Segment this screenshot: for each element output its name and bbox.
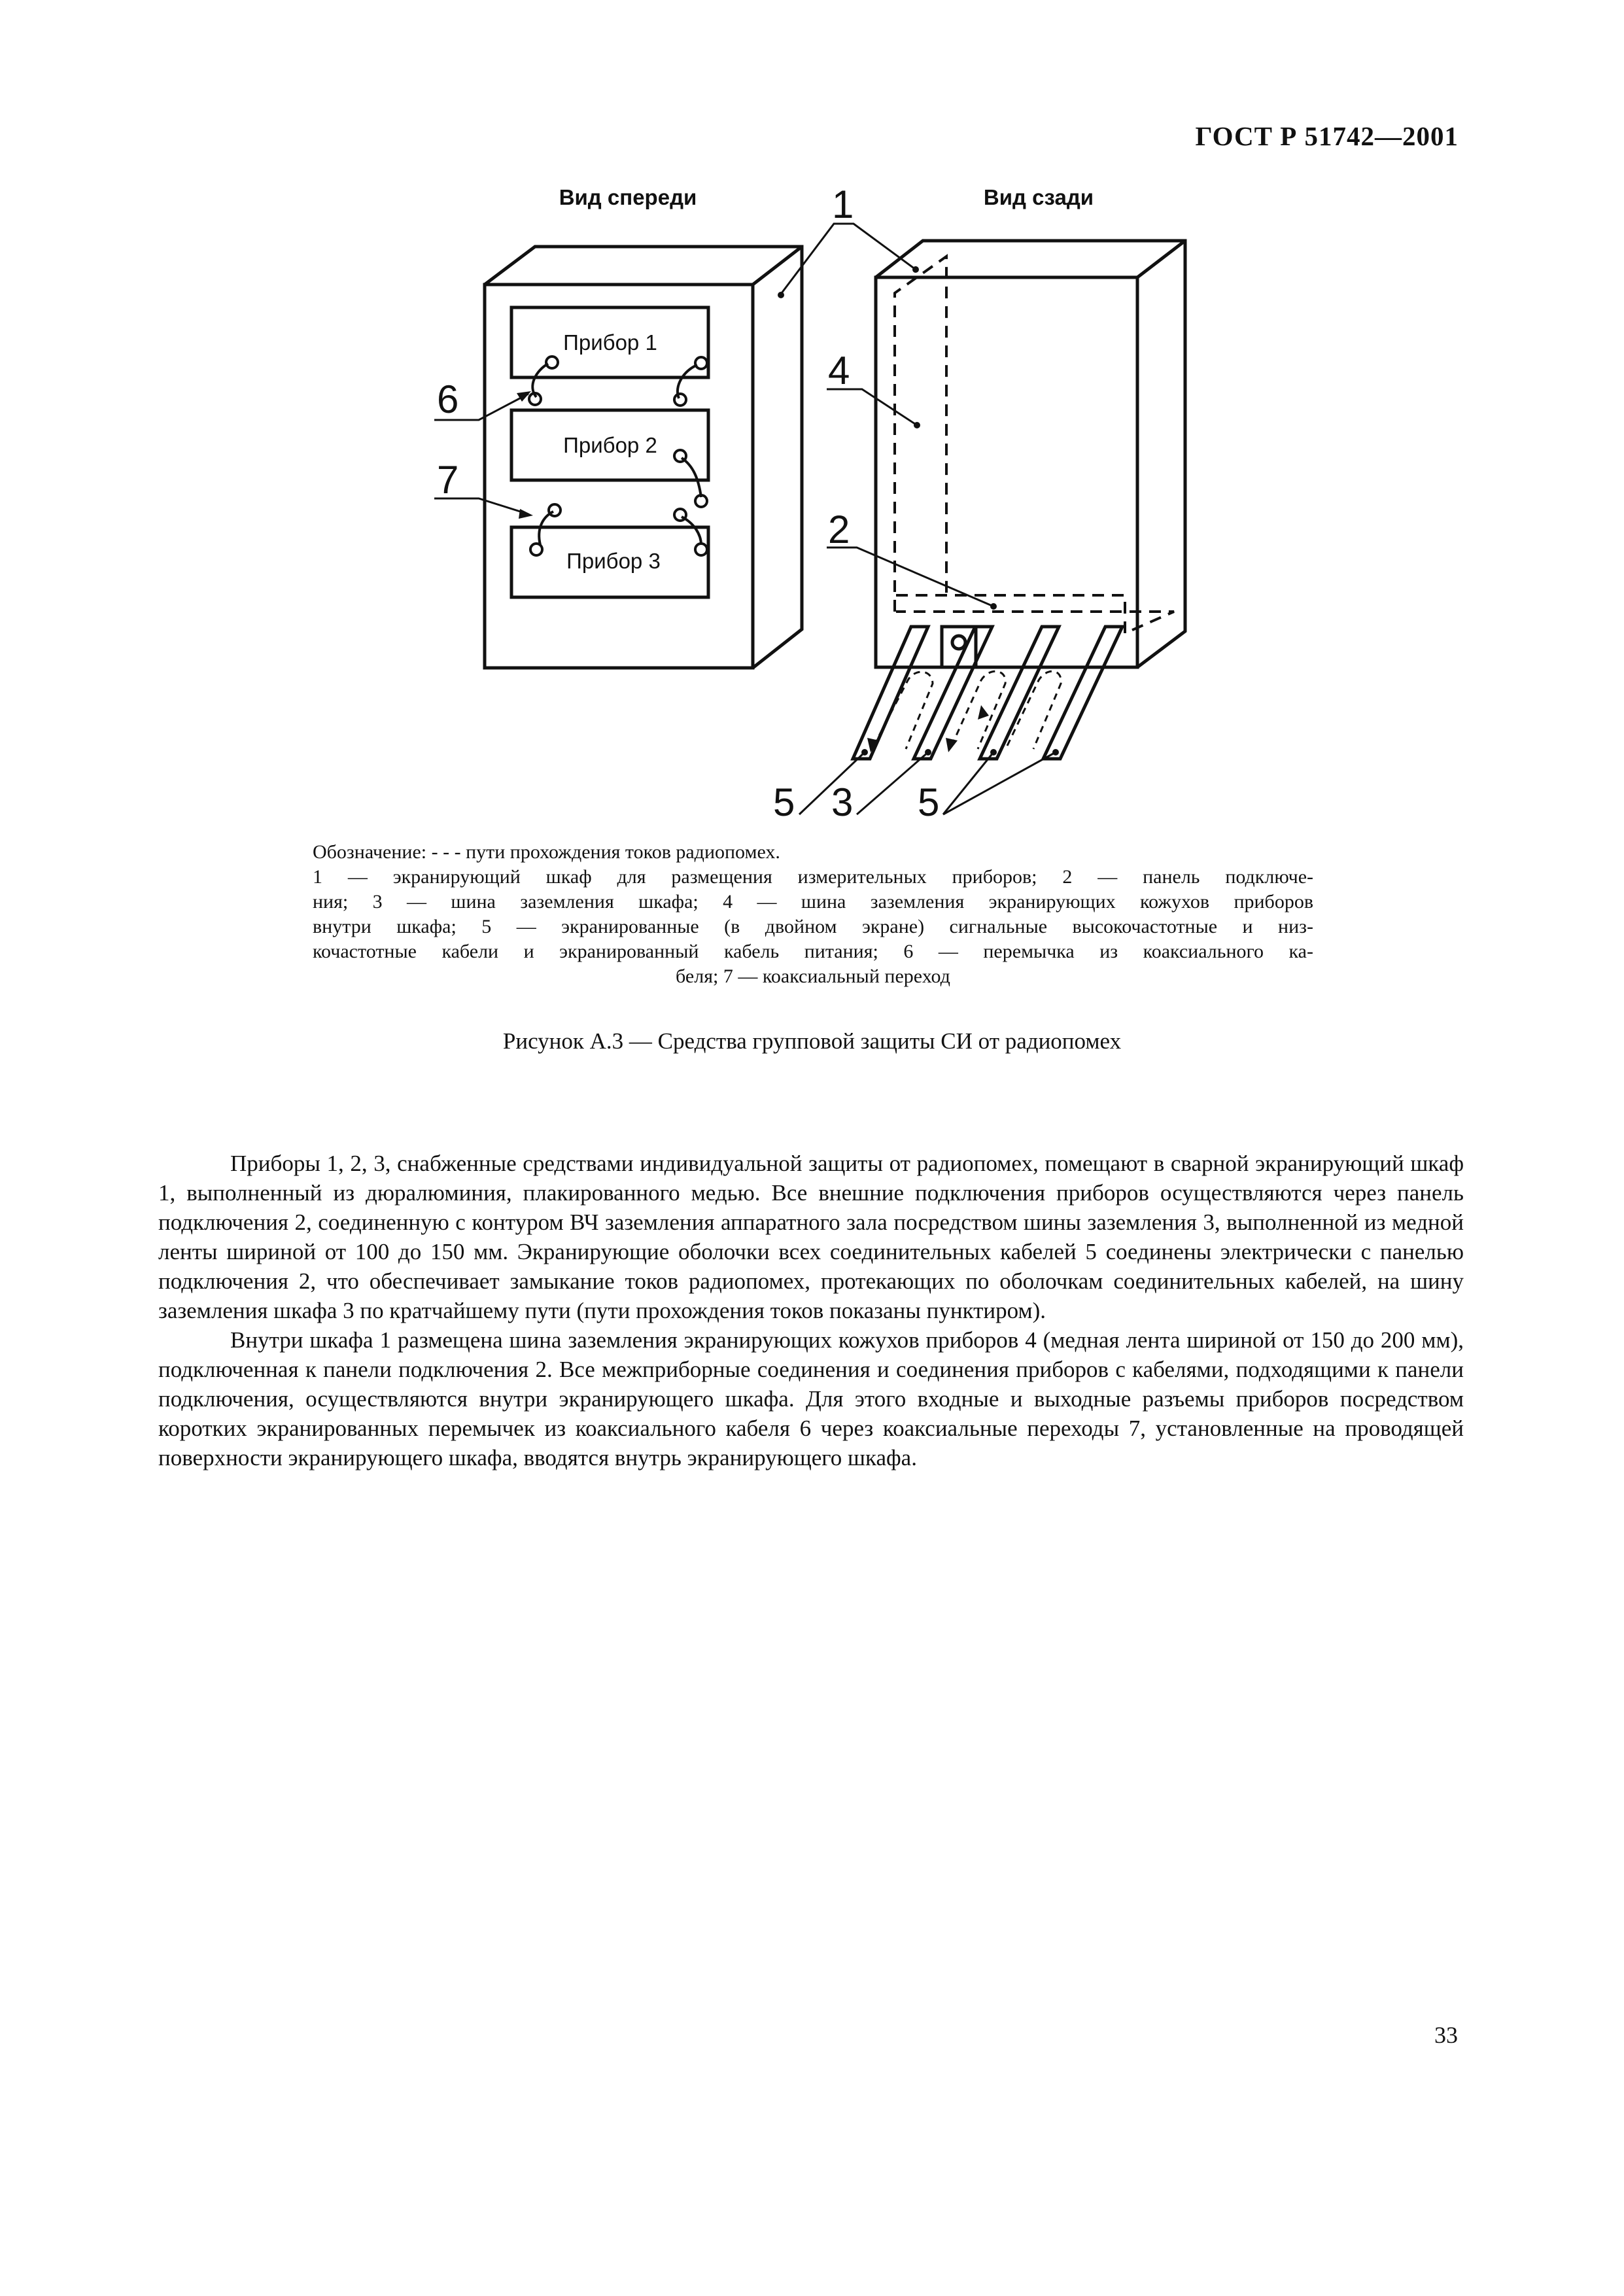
legend-line: Обозначение: - - - пути прохождения токов радиопомех. — [313, 841, 780, 863]
paragraph: Приборы 1, 2, 3, снабженные средствами индивидуальной защиты от радиопомех, помещают в сварной экранирующий шкаф 1, выполненный из дюралюминия, плакированного медью. Все внешние подключения приборов осуществляются через панель подключения 2, соединенную с контуром ВЧ заземления аппаратного зала посредством шины заземления 3, выполненной из медной ленты шириной от 100 до 150 мм. Экранирующие оболочки всех соединительных кабелей 5 соединены электрически с панелью подключения 2, что обеспечивает замыкание токов радиопомех, протекающих по оболочкам соединительных кабелей, на шину заземления шкафа 3 по кратчайшему пути (пути прохождения токов показаны пунктиром). — [158, 1151, 1464, 1323]
back-cabinet — [876, 241, 1185, 667]
callout-3: 3 — [831, 780, 854, 824]
shielded-cables — [853, 627, 1122, 759]
callout-1: 1 — [832, 183, 854, 226]
paragraph: Внутри шкафа 1 размещена шина заземления экранирующих кожухов приборов 4 (медная лента шириной от 150 до 200 мм), подключенная к панели подключения 2. Все межприборные соединения и соединения приборов с кабелями, подходящими к панели подключения, осуществляются внутри экранирующего шкафа. Для этого входные и выходные разъемы приборов посредством коротких экранированных перемычек из коаксиального кабеля 6 через коаксиальные переходы 7, установленные на проводящей поверхности экранирующего шкафа, вводятся внутрь экранирующего шкафа. — [158, 1327, 1464, 1470]
figure-legend — [313, 840, 1313, 989]
front-cabinet — [485, 247, 802, 668]
figure-shielding-cabinet — [0, 0, 1624, 863]
callout-5-left: 5 — [773, 780, 795, 824]
body-text — [158, 1149, 1464, 1472]
legend-line: 1 — экранирующий шкаф для размещения измерительных приборов; 2 — панель подключе- — [313, 866, 1313, 888]
back-dashed-bus — [895, 256, 1174, 633]
legend-line: внутри шкафа; 5 — экранированные (в двойном экране) сигнальные высокочастотные и низ- — [313, 916, 1313, 937]
front-view-title: Вид спереди — [559, 185, 697, 209]
callout-6: 6 — [437, 377, 459, 421]
legend-line: ния; 3 — шина заземления шкафа; 4 — шина заземления экранирующих кожухов приборов — [313, 891, 1313, 913]
standard-number: ГОСТ Р 51742—2001 — [1195, 121, 1459, 151]
figure-caption: Рисунок А.3 — Средства групповой защиты СИ от радиопомех — [502, 1028, 1122, 1054]
callout-2: 2 — [828, 508, 850, 551]
device-1-label: Прибор 1 — [563, 330, 657, 355]
back-view-title: Вид сзади — [983, 185, 1094, 209]
legend-line: кочастотные кабели и экранированный кабель питания; 6 — перемычка из коаксиального ка- — [313, 941, 1313, 962]
callout-4: 4 — [828, 349, 850, 392]
legend-line: беля; 7 — коаксиальный переход — [676, 965, 950, 987]
callout-5-right: 5 — [918, 780, 940, 824]
device-2-label: Прибор 2 — [563, 433, 657, 457]
device-3-label: Прибор 3 — [566, 549, 661, 573]
page-number: 33 — [1434, 2022, 1458, 2048]
callout-7: 7 — [437, 458, 459, 502]
